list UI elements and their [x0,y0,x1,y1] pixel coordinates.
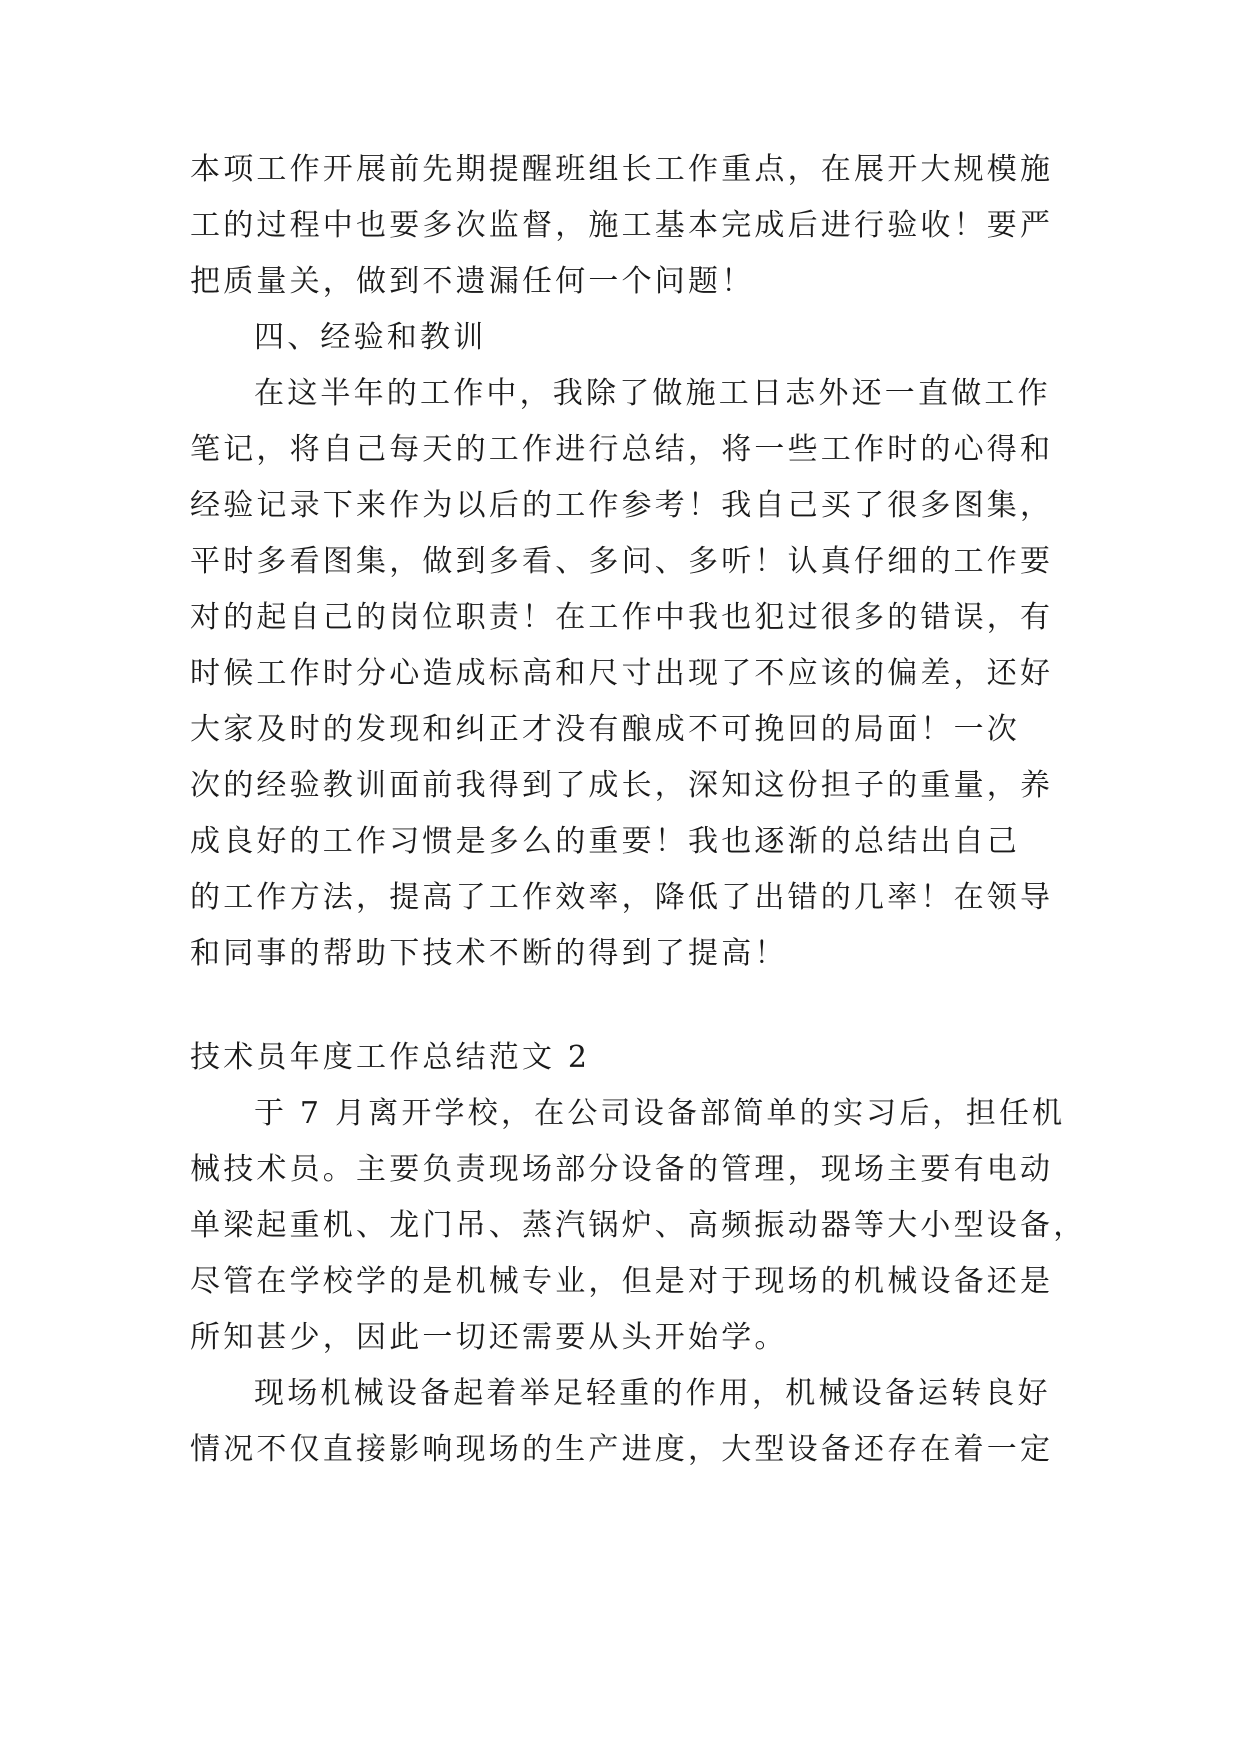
paragraph-line: 情况不仅直接影响现场的生产进度，大型设备还存在着一定 [190,1432,1054,1467]
paragraph-line: 对的起自己的岗位职责！在工作中我也犯过很多的错误，有 [190,600,1054,635]
paragraph-line: 次的经验教训面前我得到了成长，深知这份担子的重量，养 [190,768,1054,803]
paragraph-line: 的工作方法，提高了工作效率，降低了出错的几率！在领导 [190,880,1054,915]
paragraph-line: 在这半年的工作中，我除了做施工日志外还一直做工作 [254,376,1051,411]
paragraph-line: 尽管在学校学的是机械专业，但是对于现场的机械设备还是 [190,1264,1054,1299]
paragraph-line: 现场机械设备起着举足轻重的作用，机械设备运转良好 [254,1376,1051,1411]
section-heading: 四、经验和教训 [254,320,487,355]
paragraph-line: 笔记，将自己每天的工作进行总结，将一些工作时的心得和 [190,432,1054,467]
paragraph-line: 把质量关，做到不遗漏任何一个问题！ [190,264,755,299]
paragraph-line: 单梁起重机、龙门吊、蒸汽锅炉、高频振动器等大小型设备， [190,1208,1087,1243]
paragraph-line: 时候工作时分心造成标高和尺寸出现了不应该的偏差，还好 [190,656,1054,691]
paragraph-line: 和同事的帮助下技术不断的得到了提高！ [190,936,788,971]
article-title: 技术员年度工作总结范文 2 [190,1040,591,1075]
paragraph-line: 平时多看图集，做到多看、多问、多听！认真仔细的工作要 [190,544,1054,579]
paragraph-line: 械技术员。主要负责现场部分设备的管理，现场主要有电动 [190,1152,1054,1187]
paragraph-line: 本项工作开展前先期提醒班组长工作重点，在展开大规模施 [190,152,1054,187]
paragraph-line: 工的过程中也要多次监督，施工基本完成后进行验收！要严 [190,208,1054,243]
paragraph-line: 经验记录下来作为以后的工作参考！我自己买了很多图集， [190,488,1054,523]
paragraph-line: 所知甚少，因此一切还需要从头开始学。 [190,1320,788,1355]
paragraph-line: 成良好的工作习惯是多么的重要！我也逐渐的总结出自己 [190,824,1020,859]
paragraph-line: 于 7 月离开学校，在公司设备部简单的实习后，担任机 [254,1096,1066,1131]
paragraph-line: 大家及时的发现和纠正才没有酿成不可挽回的局面！一次 [190,712,1020,747]
